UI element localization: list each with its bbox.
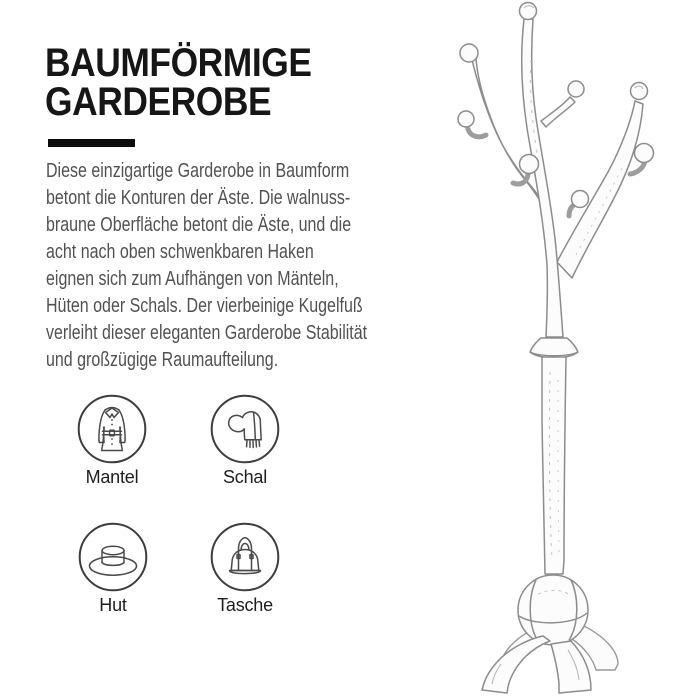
description-line: acht nach oben schwenkbaren Haken xyxy=(46,241,314,263)
description-line: Diese einzigartige Garderobe in Baumform xyxy=(46,160,350,182)
title-line-1: BAUMFÖRMIGE xyxy=(45,41,312,85)
feature-label-tasche: Tasche xyxy=(217,595,273,615)
ball-foot xyxy=(518,575,588,645)
scarf-icon xyxy=(209,393,281,465)
feature-mantel xyxy=(76,393,148,503)
feature-label-schal: Schal xyxy=(222,467,268,487)
feature-label-hut: Hut xyxy=(99,595,127,615)
description-line: eignen sich zum Aufhängen von Mänteln, xyxy=(46,268,339,290)
bag-icon xyxy=(209,521,281,593)
product-description xyxy=(46,158,367,374)
feature-tasche xyxy=(209,521,281,631)
description-line: verleiht dieser eleganten Garderobe Stabilität xyxy=(46,322,368,344)
coat-icon xyxy=(76,393,148,465)
feature-hut xyxy=(77,521,149,631)
product-sketch-coat-rack xyxy=(400,0,700,700)
description-line: betont die Konturen der Äste. Die walnuss- xyxy=(46,187,351,209)
description-line: braune Oberfläche betont die Äste, und die xyxy=(46,214,352,236)
description-line: und großzügige Raumaufteilung. xyxy=(46,349,279,371)
title-underline xyxy=(48,139,135,147)
description-line: Hüten oder Schals. Der vierbeinige Kugelfuß xyxy=(46,295,363,317)
page-title xyxy=(45,41,312,124)
branches xyxy=(472,57,643,278)
feature-schal xyxy=(209,393,281,503)
column xyxy=(542,357,566,574)
legs-front xyxy=(482,636,591,693)
feature-label-mantel: Mantel xyxy=(85,467,139,487)
hat-icon xyxy=(77,521,149,593)
title-line-2: GARDEROBE xyxy=(45,80,272,124)
pedestal-collar xyxy=(530,338,578,358)
